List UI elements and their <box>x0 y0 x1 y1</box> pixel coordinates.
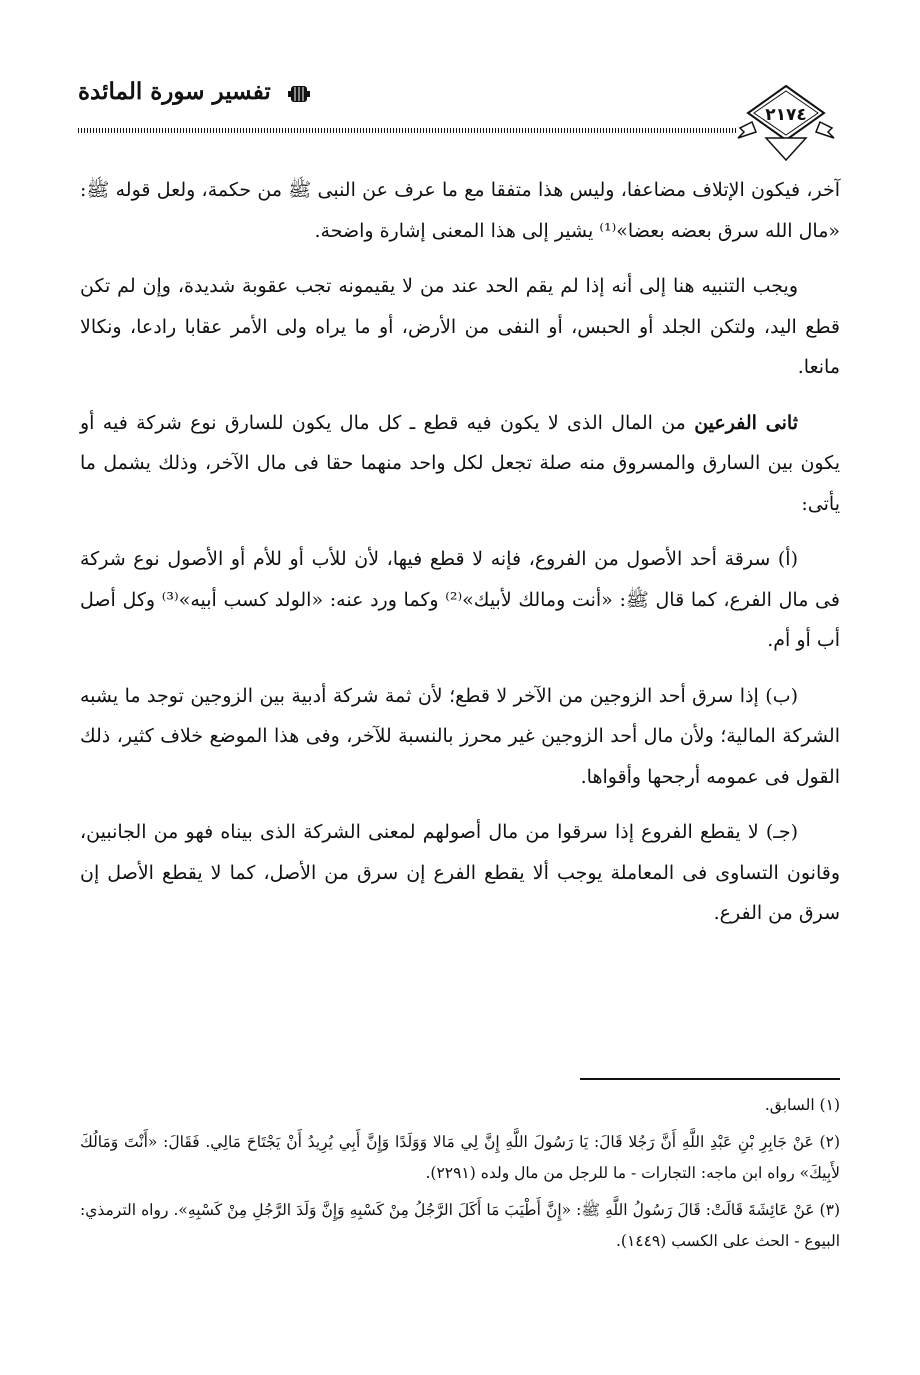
page-number: ٢١٧٤ <box>765 105 807 125</box>
footnote-separator <box>580 1078 840 1080</box>
footnote: (٣) عَنْ عَائِشَةَ قَالَتْ: قَالَ رَسُولُ اللَّهِ ﷺ: «إِنَّ أَطْيَبَ مَا أَكَلَ الرَّجُلُ مِنْ كَسْبِهِ وَإِنَّ وَلَدَ الرَّجُلِ مِنْ كَسْبِهِ». رواه الترمذي: البيوع - الحث على الكسب (١٤٤٩). <box>80 1201 840 1250</box>
section-lead: ثانى الفرعين <box>694 411 799 434</box>
flower-ornament-icon <box>288 85 310 103</box>
list-item: (جـ) لا يقطع الفروع إذا سرقوا من مال أصولهم لمعنى الشركة الذى بيناه فهو من الجانبين، وقانون التساوى فى المعاملة يوجب ألا يقطع الفرع إن سرق من الأصل، كما لا يقطع الأصل إن سرق من الفرع. <box>80 821 840 924</box>
paragraph: آخر، فيكون الإتلاف مضاعفا، وليس هذا متفقا مع ما عرف عن النبى ﷺ من حكمة، ولعل قوله ﷺ: «مال الله سرق بعضه بعضا»⁽¹⁾ يشير إلى هذا المعنى إشارة واضحة. <box>80 179 840 242</box>
header-rule <box>78 128 738 133</box>
running-title: تفسير سورة المائدة <box>78 78 271 105</box>
footnote: (٢) عَنْ جَابِرِ بْنِ عَبْدِ اللَّهِ أَنَّ رَجُلا قَالَ: يَا رَسُولَ اللَّهِ إِنَّ لِي مَالا وَوَلَدًا وَإِنَّ أَبِي يُرِيدُ أَنْ يَجْتَاحَ مَالِي. فَقَالَ: «أَنْتَ وَمَالُكَ لأَبِيكَ» رواه ابن ماجه: التجارات - ما للرجل من مال ولده (٢٢٩١). <box>80 1133 840 1182</box>
page-header <box>78 78 840 168</box>
main-text <box>80 170 840 934</box>
list-item: (أ) سرقة أحد الأصول من الفروع، فإنه لا قطع فيها، لأن للأب أو للأم أو الأصول نوع شركة فى مال الفرع، كما قال ﷺ: «أنت ومالك لأبيك»⁽²⁾ وكما ورد عنه: «الولد كسب أبيه»⁽³⁾ وكل أصل أب أو أم. <box>80 548 840 651</box>
footnote: (١) السابق. <box>764 1096 840 1114</box>
paragraph-second-type <box>80 403 840 525</box>
footnotes <box>80 1090 840 1263</box>
paragraph: ويجب التنبيه هنا إلى أنه إذا لم يقم الحد عند من لا يقيمونه تجب عقوبة شديدة، وإن لم تكن قطع اليد، ولتكن الجلد أو الحبس، أو النفى من الأرض، أو ما يراه ولى الأمر عقابا رادعا، ونكالا مانعا. <box>80 275 840 378</box>
section-lead-text: من المال الذى لا يكون فيه قطع ـ كل مال يكون للسارق نوع شركة فيه أو يكون بين السارق والمسروق منه صلة تجعل لكل واحد منهما حقا فى مال الآخر، وذلك يشمل ما يأتى: <box>80 411 840 515</box>
list-item: (ب) إذا سرق أحد الزوجين من الآخر لا قطع؛ لأن ثمة شركة أدبية بين الزوجين توجد ما يشبه الشركة المالية؛ ولأن مال أحد الزوجين غير محرز بالنسبة للآخر، وفى هذا الموضع خلاف كثير، ذلك القول فى عمومه أرجحها وأقواها. <box>80 684 840 788</box>
